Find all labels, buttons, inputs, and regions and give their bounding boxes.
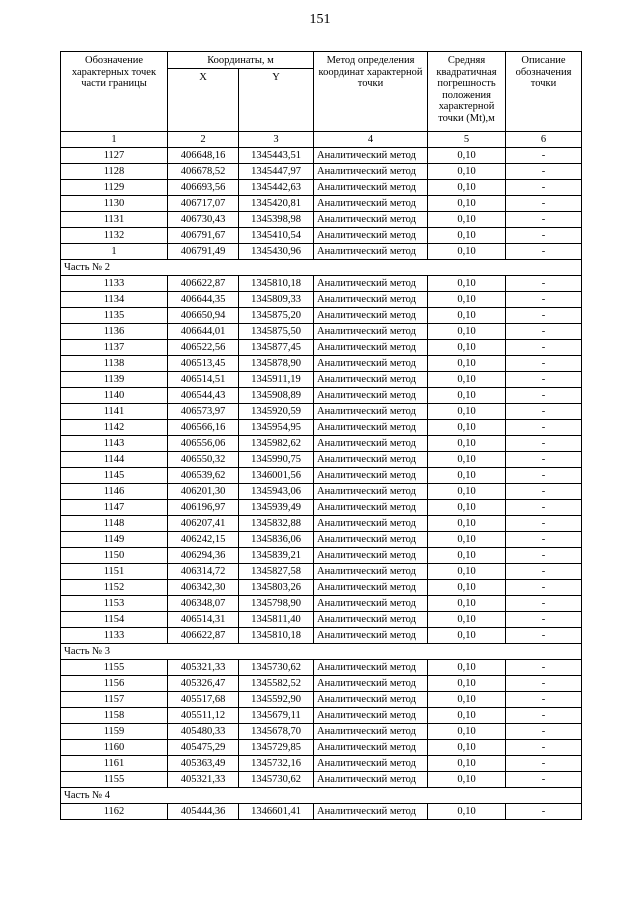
table-row: [61, 804, 582, 820]
y-cell: 1346601,41: [239, 804, 314, 820]
x-cell: 406622,87: [168, 276, 239, 292]
error-cell: 0,10: [428, 692, 506, 708]
point-cell: 1148: [61, 516, 168, 532]
point-cell: 1142: [61, 420, 168, 436]
x-cell: 406201,30: [168, 484, 239, 500]
y-cell: 1345832,88: [239, 516, 314, 532]
column-number: 4: [314, 132, 428, 148]
description-cell: -: [506, 468, 582, 484]
method-cell: Аналитический метод: [314, 580, 428, 596]
table-row: [61, 548, 582, 564]
description-cell: -: [506, 404, 582, 420]
y-cell: 1345875,20: [239, 308, 314, 324]
table-row: [61, 516, 582, 532]
point-cell: 1138: [61, 356, 168, 372]
description-cell: -: [506, 164, 582, 180]
error-cell: 0,10: [428, 500, 506, 516]
description-cell: -: [506, 244, 582, 260]
method-cell: Аналитический метод: [314, 772, 428, 788]
method-cell: Аналитический метод: [314, 756, 428, 772]
description-cell: -: [506, 500, 582, 516]
x-cell: 406791,67: [168, 228, 239, 244]
table-header: [61, 52, 582, 148]
y-cell: 1345410,54: [239, 228, 314, 244]
error-cell: 0,10: [428, 420, 506, 436]
point-cell: 1130: [61, 196, 168, 212]
method-cell: Аналитический метод: [314, 340, 428, 356]
y-cell: 1345982,62: [239, 436, 314, 452]
error-cell: 0,10: [428, 564, 506, 580]
y-cell: 1345939,49: [239, 500, 314, 516]
column-number: 3: [239, 132, 314, 148]
description-cell: -: [506, 340, 582, 356]
description-cell: -: [506, 356, 582, 372]
x-cell: 405321,33: [168, 660, 239, 676]
point-cell: 1159: [61, 724, 168, 740]
table-row: [61, 356, 582, 372]
method-cell: Аналитический метод: [314, 308, 428, 324]
column-number: 1: [61, 132, 168, 148]
point-cell: 1151: [61, 564, 168, 580]
x-cell: 405480,33: [168, 724, 239, 740]
x-cell: 406644,01: [168, 324, 239, 340]
header-y: Y: [239, 69, 314, 132]
method-cell: Аналитический метод: [314, 740, 428, 756]
error-cell: 0,10: [428, 212, 506, 228]
x-cell: 406514,51: [168, 372, 239, 388]
point-cell: 1145: [61, 468, 168, 484]
y-cell: 1345592,90: [239, 692, 314, 708]
x-cell: 406678,52: [168, 164, 239, 180]
table-row: [61, 724, 582, 740]
description-cell: -: [506, 628, 582, 644]
description-cell: -: [506, 724, 582, 740]
header-description: Описание обозначения точки: [506, 52, 582, 132]
x-cell: 406650,94: [168, 308, 239, 324]
header-method: Метод определения координат характерной точки: [314, 52, 428, 132]
table-body: [61, 148, 582, 820]
y-cell: 1345447,97: [239, 164, 314, 180]
x-cell: 406348,07: [168, 596, 239, 612]
page-number: 151: [309, 12, 331, 27]
table-row: [61, 180, 582, 196]
x-cell: 406539,62: [168, 468, 239, 484]
description-cell: -: [506, 180, 582, 196]
method-cell: Аналитический метод: [314, 148, 428, 164]
error-cell: 0,10: [428, 244, 506, 260]
point-cell: 1128: [61, 164, 168, 180]
table-row: [61, 276, 582, 292]
description-cell: -: [506, 740, 582, 756]
header-designation: Обозначение характерных точек части границы: [61, 52, 168, 132]
method-cell: Аналитический метод: [314, 708, 428, 724]
y-cell: 1345954,95: [239, 420, 314, 436]
y-cell: 1345836,06: [239, 532, 314, 548]
y-cell: 1345811,40: [239, 612, 314, 628]
table-row: [61, 164, 582, 180]
error-cell: 0,10: [428, 228, 506, 244]
y-cell: 1345732,16: [239, 756, 314, 772]
section-label: Часть № 2: [61, 260, 582, 276]
y-cell: 1345398,98: [239, 212, 314, 228]
table-row: [61, 740, 582, 756]
x-cell: 406573,97: [168, 404, 239, 420]
column-number-row: [61, 132, 582, 148]
error-cell: 0,10: [428, 596, 506, 612]
error-cell: 0,10: [428, 772, 506, 788]
x-cell: 406207,41: [168, 516, 239, 532]
y-cell: 1345678,70: [239, 724, 314, 740]
table-row: [61, 532, 582, 548]
method-cell: Аналитический метод: [314, 164, 428, 180]
point-cell: 1147: [61, 500, 168, 516]
table-row: [61, 340, 582, 356]
error-cell: 0,10: [428, 388, 506, 404]
table-row: [61, 308, 582, 324]
point-cell: 1149: [61, 532, 168, 548]
method-cell: Аналитический метод: [314, 372, 428, 388]
x-cell: 406294,36: [168, 548, 239, 564]
point-cell: 1141: [61, 404, 168, 420]
y-cell: 1345943,06: [239, 484, 314, 500]
method-cell: Аналитический метод: [314, 516, 428, 532]
point-cell: 1156: [61, 676, 168, 692]
y-cell: 1345730,62: [239, 660, 314, 676]
x-cell: 405475,29: [168, 740, 239, 756]
table-row: [61, 708, 582, 724]
section-row: [61, 260, 582, 276]
table-row: [61, 692, 582, 708]
description-cell: -: [506, 452, 582, 468]
description-cell: -: [506, 276, 582, 292]
description-cell: -: [506, 292, 582, 308]
y-cell: 1345877,45: [239, 340, 314, 356]
method-cell: Аналитический метод: [314, 596, 428, 612]
x-cell: 406196,97: [168, 500, 239, 516]
table-row: [61, 564, 582, 580]
y-cell: 1345911,19: [239, 372, 314, 388]
method-cell: Аналитический метод: [314, 196, 428, 212]
method-cell: Аналитический метод: [314, 388, 428, 404]
column-number: 2: [168, 132, 239, 148]
table-row: [61, 148, 582, 164]
description-cell: -: [506, 148, 582, 164]
x-cell: 406342,30: [168, 580, 239, 596]
error-cell: 0,10: [428, 452, 506, 468]
method-cell: Аналитический метод: [314, 804, 428, 820]
error-cell: 0,10: [428, 532, 506, 548]
method-cell: Аналитический метод: [314, 500, 428, 516]
point-cell: 1: [61, 244, 168, 260]
point-cell: 1133: [61, 276, 168, 292]
method-cell: Аналитический метод: [314, 484, 428, 500]
point-cell: 1152: [61, 580, 168, 596]
x-cell: 406566,16: [168, 420, 239, 436]
table-row: [61, 772, 582, 788]
description-cell: -: [506, 580, 582, 596]
table-row: [61, 404, 582, 420]
error-cell: 0,10: [428, 484, 506, 500]
error-cell: 0,10: [428, 740, 506, 756]
description-cell: -: [506, 708, 582, 724]
error-cell: 0,10: [428, 548, 506, 564]
method-cell: Аналитический метод: [314, 692, 428, 708]
point-cell: 1135: [61, 308, 168, 324]
y-cell: 1345809,33: [239, 292, 314, 308]
header-coordinates: Координаты, м: [168, 52, 314, 69]
table-row: [61, 372, 582, 388]
point-cell: 1127: [61, 148, 168, 164]
point-cell: 1150: [61, 548, 168, 564]
column-number: 5: [428, 132, 506, 148]
method-cell: Аналитический метод: [314, 276, 428, 292]
table-row: [61, 388, 582, 404]
x-cell: 406544,43: [168, 388, 239, 404]
error-cell: 0,10: [428, 276, 506, 292]
x-cell: 406242,15: [168, 532, 239, 548]
x-cell: 405511,12: [168, 708, 239, 724]
description-cell: -: [506, 804, 582, 820]
point-cell: 1134: [61, 292, 168, 308]
method-cell: Аналитический метод: [314, 468, 428, 484]
y-cell: 1345729,85: [239, 740, 314, 756]
method-cell: Аналитический метод: [314, 420, 428, 436]
x-cell: 406791,49: [168, 244, 239, 260]
table-row: [61, 660, 582, 676]
error-cell: 0,10: [428, 708, 506, 724]
error-cell: 0,10: [428, 724, 506, 740]
error-cell: 0,10: [428, 436, 506, 452]
y-cell: 1345582,52: [239, 676, 314, 692]
description-cell: -: [506, 596, 582, 612]
x-cell: 406648,16: [168, 148, 239, 164]
x-cell: 406622,87: [168, 628, 239, 644]
section-label: Часть № 4: [61, 788, 582, 804]
error-cell: 0,10: [428, 756, 506, 772]
y-cell: 1345875,50: [239, 324, 314, 340]
section-row: [61, 644, 582, 660]
method-cell: Аналитический метод: [314, 724, 428, 740]
error-cell: 0,10: [428, 164, 506, 180]
description-cell: -: [506, 660, 582, 676]
point-cell: 1129: [61, 180, 168, 196]
method-cell: Аналитический метод: [314, 436, 428, 452]
point-cell: 1160: [61, 740, 168, 756]
point-cell: 1131: [61, 212, 168, 228]
method-cell: Аналитический метод: [314, 452, 428, 468]
x-cell: 406513,45: [168, 356, 239, 372]
y-cell: 1345839,21: [239, 548, 314, 564]
error-cell: 0,10: [428, 404, 506, 420]
description-cell: -: [506, 516, 582, 532]
table-row: [61, 292, 582, 308]
x-cell: 406644,35: [168, 292, 239, 308]
method-cell: Аналитический метод: [314, 244, 428, 260]
y-cell: 1345430,96: [239, 244, 314, 260]
x-cell: 405326,47: [168, 676, 239, 692]
description-cell: -: [506, 692, 582, 708]
table-row: [61, 244, 582, 260]
point-cell: 1133: [61, 628, 168, 644]
x-cell: 406314,72: [168, 564, 239, 580]
point-cell: 1155: [61, 772, 168, 788]
point-cell: 1162: [61, 804, 168, 820]
y-cell: 1345803,26: [239, 580, 314, 596]
point-cell: 1153: [61, 596, 168, 612]
table-row: [61, 596, 582, 612]
point-cell: 1144: [61, 452, 168, 468]
method-cell: Аналитический метод: [314, 628, 428, 644]
y-cell: 1345730,62: [239, 772, 314, 788]
method-cell: Аналитический метод: [314, 532, 428, 548]
x-cell: 406717,07: [168, 196, 239, 212]
method-cell: Аналитический метод: [314, 324, 428, 340]
y-cell: 1345420,81: [239, 196, 314, 212]
error-cell: 0,10: [428, 372, 506, 388]
y-cell: 1345679,11: [239, 708, 314, 724]
table-row: [61, 452, 582, 468]
y-cell: 1345990,75: [239, 452, 314, 468]
column-number: 6: [506, 132, 582, 148]
description-cell: -: [506, 228, 582, 244]
error-cell: 0,10: [428, 324, 506, 340]
point-cell: 1137: [61, 340, 168, 356]
method-cell: Аналитический метод: [314, 292, 428, 308]
x-cell: 406550,32: [168, 452, 239, 468]
description-cell: -: [506, 548, 582, 564]
section-label: Часть № 3: [61, 644, 582, 660]
method-cell: Аналитический метод: [314, 548, 428, 564]
point-cell: 1146: [61, 484, 168, 500]
y-cell: 1345798,90: [239, 596, 314, 612]
error-cell: 0,10: [428, 308, 506, 324]
x-cell: 406522,56: [168, 340, 239, 356]
y-cell: 1345908,89: [239, 388, 314, 404]
point-cell: 1140: [61, 388, 168, 404]
description-cell: -: [506, 772, 582, 788]
description-cell: -: [506, 420, 582, 436]
table-row: [61, 484, 582, 500]
error-cell: 0,10: [428, 516, 506, 532]
description-cell: -: [506, 676, 582, 692]
description-cell: -: [506, 388, 582, 404]
method-cell: Аналитический метод: [314, 228, 428, 244]
point-cell: 1155: [61, 660, 168, 676]
method-cell: Аналитический метод: [314, 180, 428, 196]
description-cell: -: [506, 196, 582, 212]
description-cell: -: [506, 532, 582, 548]
point-cell: 1158: [61, 708, 168, 724]
y-cell: 1346001,56: [239, 468, 314, 484]
description-cell: -: [506, 484, 582, 500]
table-row: [61, 436, 582, 452]
error-cell: 0,10: [428, 660, 506, 676]
x-cell: 406693,56: [168, 180, 239, 196]
x-cell: 406514,31: [168, 612, 239, 628]
description-cell: -: [506, 212, 582, 228]
coordinates-table: [60, 51, 582, 820]
x-cell: 406556,06: [168, 436, 239, 452]
error-cell: 0,10: [428, 676, 506, 692]
error-cell: 0,10: [428, 180, 506, 196]
point-cell: 1136: [61, 324, 168, 340]
error-cell: 0,10: [428, 356, 506, 372]
table-row: [61, 580, 582, 596]
error-cell: 0,10: [428, 580, 506, 596]
description-cell: -: [506, 308, 582, 324]
method-cell: Аналитический метод: [314, 612, 428, 628]
table-row: [61, 468, 582, 484]
point-cell: 1157: [61, 692, 168, 708]
method-cell: Аналитический метод: [314, 404, 428, 420]
point-cell: 1143: [61, 436, 168, 452]
y-cell: 1345878,90: [239, 356, 314, 372]
table-row: [61, 500, 582, 516]
table-row: [61, 228, 582, 244]
y-cell: 1345810,18: [239, 276, 314, 292]
y-cell: 1345920,59: [239, 404, 314, 420]
table-row: [61, 212, 582, 228]
y-cell: 1345827,58: [239, 564, 314, 580]
x-cell: 405321,33: [168, 772, 239, 788]
error-cell: 0,10: [428, 628, 506, 644]
point-cell: 1139: [61, 372, 168, 388]
x-cell: 405444,36: [168, 804, 239, 820]
description-cell: -: [506, 436, 582, 452]
method-cell: Аналитический метод: [314, 676, 428, 692]
method-cell: Аналитический метод: [314, 356, 428, 372]
method-cell: Аналитический метод: [314, 212, 428, 228]
description-cell: -: [506, 372, 582, 388]
method-cell: Аналитический метод: [314, 564, 428, 580]
error-cell: 0,10: [428, 292, 506, 308]
error-cell: 0,10: [428, 804, 506, 820]
description-cell: -: [506, 756, 582, 772]
header-x: X: [168, 69, 239, 132]
y-cell: 1345810,18: [239, 628, 314, 644]
error-cell: 0,10: [428, 612, 506, 628]
description-cell: -: [506, 324, 582, 340]
point-cell: 1154: [61, 612, 168, 628]
error-cell: 0,10: [428, 468, 506, 484]
y-cell: 1345443,51: [239, 148, 314, 164]
table-row: [61, 676, 582, 692]
description-cell: -: [506, 612, 582, 628]
error-cell: 0,10: [428, 340, 506, 356]
table-row: [61, 756, 582, 772]
x-cell: 405363,49: [168, 756, 239, 772]
table-row: [61, 420, 582, 436]
point-cell: 1132: [61, 228, 168, 244]
table-row: [61, 612, 582, 628]
table-row: [61, 324, 582, 340]
x-cell: 406730,43: [168, 212, 239, 228]
error-cell: 0,10: [428, 148, 506, 164]
y-cell: 1345442,63: [239, 180, 314, 196]
description-cell: -: [506, 564, 582, 580]
error-cell: 0,10: [428, 196, 506, 212]
x-cell: 405517,68: [168, 692, 239, 708]
table-row: [61, 196, 582, 212]
header-error: Средняя квадратичная погрешность положения характерной точки (Mt),м: [428, 52, 506, 132]
section-row: [61, 788, 582, 804]
table-row: [61, 628, 582, 644]
point-cell: 1161: [61, 756, 168, 772]
method-cell: Аналитический метод: [314, 660, 428, 676]
